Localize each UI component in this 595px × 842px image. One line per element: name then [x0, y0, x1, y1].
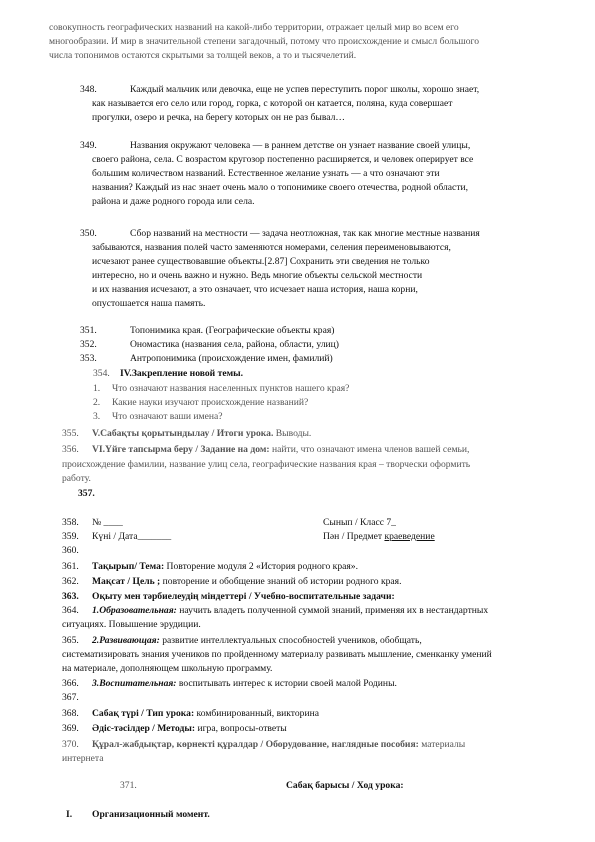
paragraph-349-line-3: большим количеством названий. Естественное желание узнать — а что означают эти	[92, 168, 440, 179]
paragraph-348-line-2: как называется его село или город, горка, с которой он катается, поляна, куда совершает	[92, 98, 453, 109]
objective-upbringing	[92, 677, 397, 690]
line-number: 370.	[62, 739, 79, 750]
line-number: 368.	[62, 708, 79, 719]
intro-line-2: многообразии. И мир в значительной степени загадочный, потому что происхождение и смысл большого	[49, 36, 480, 47]
topic-text: Повторение модуля 2 «История родного края».	[164, 561, 358, 572]
topic-number: 353.	[80, 353, 97, 364]
equipment-label: Құрал-жабдықтар, көрнекті құралдар / Оборудование, наглядные пособия:	[92, 739, 419, 750]
educational-label: 1.Образовательная:	[92, 605, 177, 616]
paragraph-348-line-3: прогулки, озеро и речка, на берегу которых он не раз бывал…	[92, 112, 345, 123]
line-number: 365.	[62, 635, 79, 646]
intro-line-3: числа топонимов остаются скрытыми за толщей веков, а то и тысячелетий.	[49, 50, 357, 61]
homework-line-1	[92, 443, 469, 456]
line-number: 361.	[62, 561, 79, 572]
paragraph-350-line-5: и их названия исчезают, а это означает, что исчезает наша история, наша корни,	[92, 284, 418, 295]
section-summary	[92, 427, 311, 440]
line-number: 358.	[62, 517, 79, 528]
question-item: Какие науки изучают происхождение названий?	[112, 397, 309, 408]
upbringing-label: 3.Воспитательная:	[92, 678, 177, 689]
question-number: 2.	[93, 397, 101, 408]
objective-educational	[92, 604, 488, 617]
lesson-goal	[92, 575, 402, 588]
line-number: 371.	[120, 780, 137, 791]
line-number: 366.	[62, 678, 79, 689]
section-heading-consolidation: IV.Закрепление новой темы.	[120, 368, 244, 379]
lesson-type-text: комбинированный, викторина	[194, 708, 319, 719]
line-number: 363.	[62, 591, 79, 602]
paragraph-349-line-4: названия? Каждый из нас знает очень мало о топонимике своего отечества, родной области,	[92, 182, 469, 193]
question-number: 3.	[93, 411, 101, 422]
homework-line-2: происхождение фамилии, название улиц села, географические названия края – творчески оформить	[62, 459, 471, 470]
subject-label: Пән / Предмет	[323, 531, 385, 542]
topic-item: Топонимика края. (Географические объекты края)	[130, 325, 335, 336]
lesson-number-field: № ____	[92, 517, 123, 528]
question-item: Что означают названия населенных пунктов нашего края?	[112, 383, 350, 394]
paragraph-number: 349.	[80, 140, 97, 151]
paragraph-349-line-2: своего района, села. С возрастом кругозор постепенно расширяется, и человек оперирует все	[92, 154, 474, 165]
topic-number: 352.	[80, 339, 97, 350]
line-number: 359.	[62, 531, 79, 542]
subject-value: краеведение	[384, 531, 435, 542]
question-number: 1.	[93, 383, 101, 394]
summary-label: V.Сабақты қорытындылау / Итоги урока.	[92, 428, 274, 439]
topic-item: Антропонимика (происхождение имен, фамилий)	[130, 353, 333, 364]
stage-organizational: Организационный момент.	[92, 809, 210, 820]
methods-text: игра, вопросы-ответы	[195, 723, 287, 734]
lesson-equipment-line-2: интернета	[62, 753, 104, 764]
lesson-equipment	[92, 738, 465, 751]
objective-developing-line-2: систематизировать знания учеников по пройденному материалу развивать мышление, сменканку умений	[62, 649, 492, 660]
paragraph-350-line-1: Сбор названий на местности — задача неотложная, так как многие местные названия	[130, 228, 480, 239]
goal-label: Мақсат / Цель ;	[92, 576, 161, 587]
paragraph-number: 350.	[80, 228, 97, 239]
upbringing-text: воспитывать интерес к истории своей малой Родины.	[176, 678, 397, 689]
lesson-progress-heading: Сабақ барысы / Ход урока:	[286, 780, 404, 791]
summary-text: Выводы.	[273, 428, 312, 439]
paragraph-348-line-1: Каждый мальчик или девочка, еще не успев переступить порог школы, хорошо знает,	[130, 84, 480, 95]
paragraph-number: 348.	[80, 84, 97, 95]
section-number: 354.	[93, 368, 110, 379]
objective-developing-line-3: на материале, дополняющем школьную программу.	[62, 663, 273, 674]
educational-text: научить владеть полученной суммой знаний, применяя их в нестандартных	[176, 605, 489, 616]
stage-number: I.	[66, 809, 73, 820]
paragraph-349-line-1: Названия окружают человека — в раннем детстве он узнает название своей улицы,	[130, 140, 471, 151]
line-number: 367.	[62, 692, 79, 703]
equipment-text: материалы	[418, 739, 466, 750]
question-item: Что означают ваши имена?	[112, 411, 223, 422]
developing-label: 2.Развивающая:	[92, 635, 160, 646]
lesson-methods	[92, 722, 287, 735]
paragraph-349-line-5: района и даже родного города или села.	[92, 196, 255, 207]
topic-number: 351.	[80, 325, 97, 336]
topic-label: Тақырып/ Тема:	[92, 561, 165, 572]
line-number: 369.	[62, 723, 79, 734]
methods-label: Әдіс-тәсілдер / Методы:	[92, 723, 196, 734]
lesson-objectives-heading: Оқыту мен тәрбиелеудің міндеттері / Учебно-воспитательные задачи:	[92, 591, 395, 602]
line-number: 364.	[62, 605, 79, 616]
objective-developing	[92, 634, 422, 647]
section-number: 356.	[62, 444, 79, 455]
homework-label: VI.Үйге тапсырма беру / Задание на дом:	[92, 444, 270, 455]
lesson-topic	[92, 560, 358, 573]
topic-item: Ономастика (названия села, района, области, улиц)	[130, 339, 339, 350]
section-number: 357.	[78, 488, 95, 499]
line-number: 360.	[62, 545, 79, 556]
subject-field	[323, 530, 435, 543]
paragraph-350-line-2: забываются, названия полей часто заменяются номерами, селения переименовываются,	[92, 242, 451, 253]
section-number: 355.	[62, 428, 79, 439]
lesson-type-label: Сабақ түрі / Тип урока:	[92, 708, 195, 719]
line-number: 362.	[62, 576, 79, 587]
class-field: Сынып / Класс 7_	[323, 517, 396, 528]
objective-educational-line-2: ситуациях. Повышение эрудиции.	[62, 619, 201, 630]
developing-text: развитие интеллектуальных способностей учеников, обобщать,	[159, 635, 422, 646]
paragraph-350-line-3: исчезают ранее существовавшие объекты.[2.87] Сохранить эти сведения не только	[92, 256, 430, 267]
date-field: Күні / Дата_______	[92, 531, 172, 542]
goal-text: повторение и обобщение знаний об истории родного края.	[160, 576, 402, 587]
homework-line-3: работу.	[62, 473, 91, 484]
paragraph-350-line-4: интересно, но и очень важно и нужно. Ведь многие объекты сельской местности	[92, 270, 423, 281]
intro-line-1: совокупность географических названий на какой-либо территории, отражает целый мир во всем его	[49, 22, 459, 33]
homework-text: найти, что означают имена членов вашей семьи,	[269, 444, 470, 455]
lesson-type	[92, 707, 319, 720]
paragraph-350-line-6: опустошается наша память.	[92, 298, 206, 309]
